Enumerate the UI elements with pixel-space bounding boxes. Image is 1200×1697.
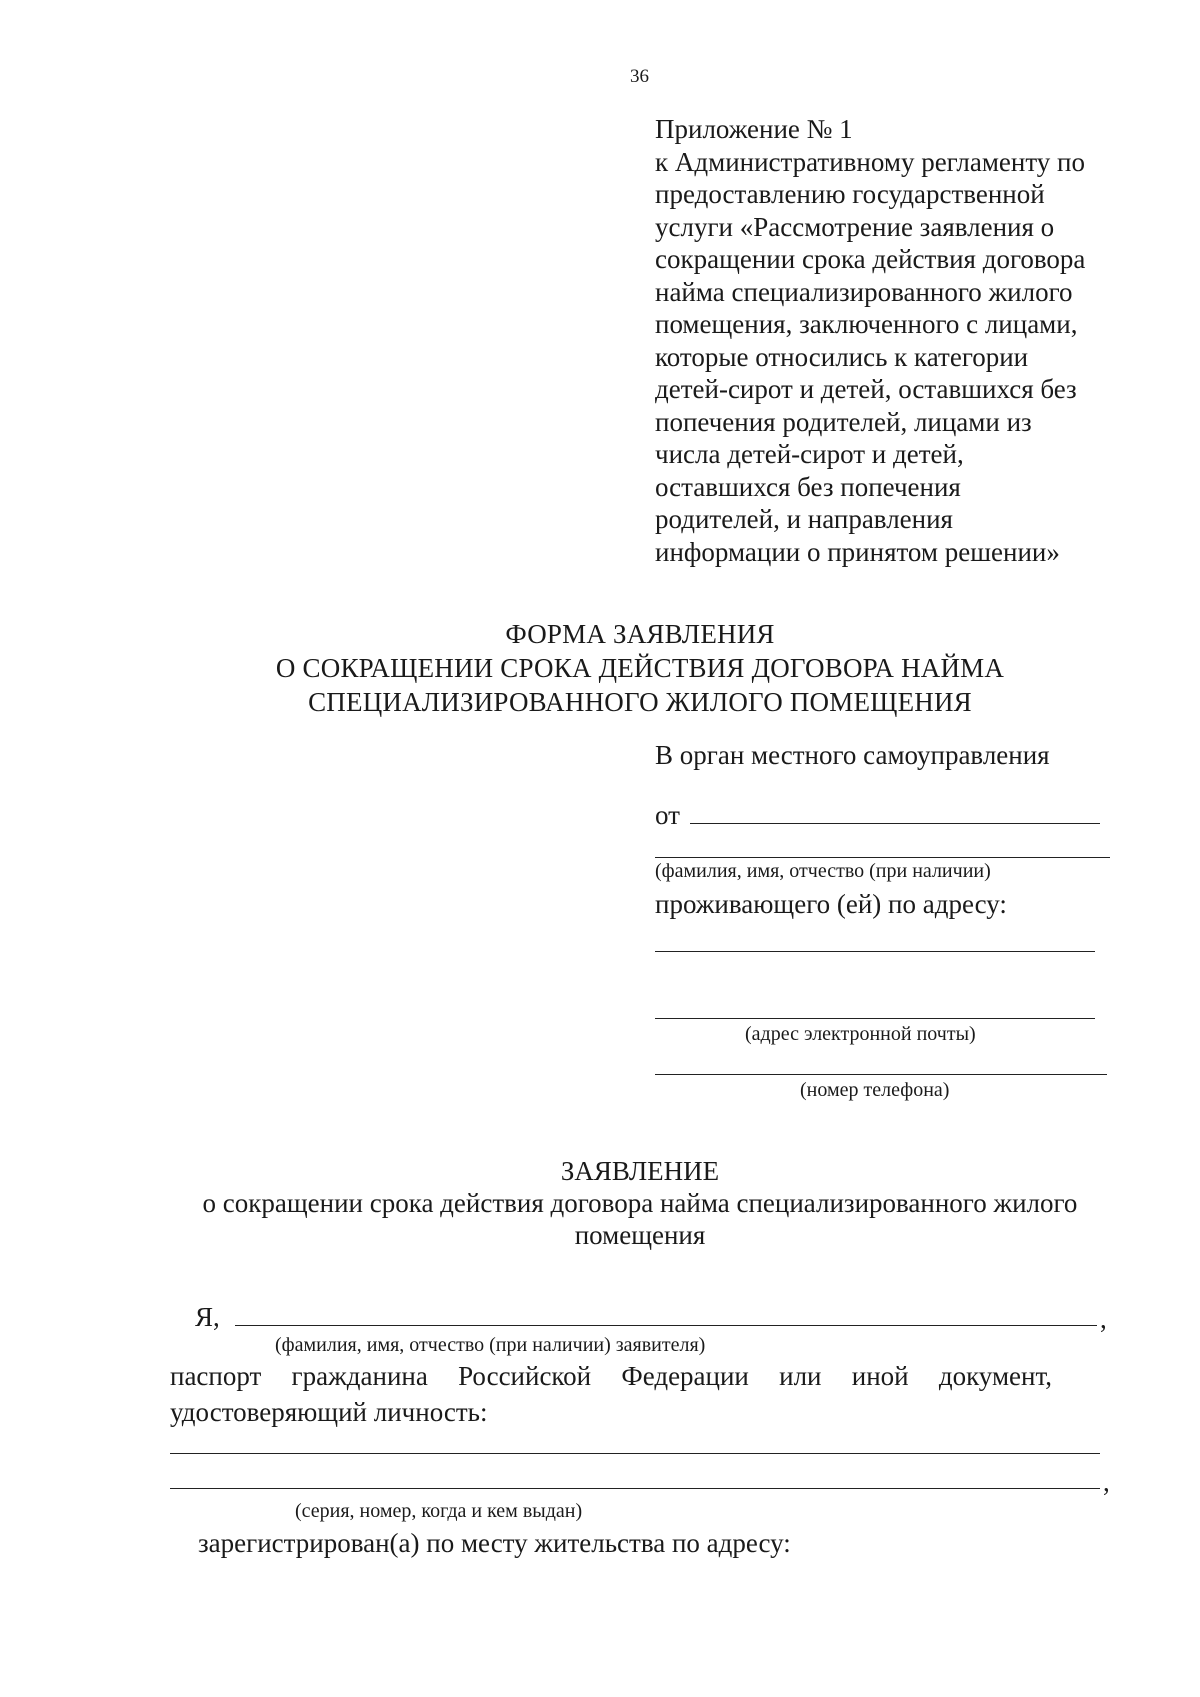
appendix-line: Приложение № 1 xyxy=(655,114,853,144)
passport-caption: (серия, номер, когда и кем выдан) xyxy=(295,1500,583,1522)
comma: , xyxy=(1100,1304,1107,1334)
statement-heading: ЗАЯВЛЕНИЕ xyxy=(560,1156,720,1186)
addressee-organ: В орган местного самоуправления xyxy=(655,740,1050,770)
form-title-line: СПЕЦИАЛИЗИРОВАННОГО ЖИЛОГО ПОМЕЩЕНИЯ xyxy=(308,687,972,717)
applicant-caption: (фамилия, имя, отчество (при наличии) заявителя) xyxy=(275,1334,706,1356)
appendix-line: информации о принятом решении» xyxy=(655,536,1060,567)
email-line[interactable] xyxy=(655,1018,1095,1019)
comma-2: , xyxy=(1103,1467,1110,1497)
page-number: 36 xyxy=(630,66,649,87)
appendix-line: попечения родителей, лицами из xyxy=(655,406,1032,437)
statement-subtitle-line: о сокращении срока действия договора найма специализированного жилого xyxy=(202,1188,1078,1218)
appendix-line: сокращении срока действия договора xyxy=(655,244,1086,274)
residing-label: проживающего (ей) по адресу: xyxy=(655,889,1007,919)
address-line[interactable] xyxy=(655,951,1095,952)
appendix-line: предоставлению государственной xyxy=(655,179,1045,209)
appendix-header xyxy=(655,113,1125,568)
appendix-line: которые относились к категории xyxy=(655,341,1029,372)
statement-title xyxy=(160,1155,1120,1251)
appendix-line: помещения, заключенного с лицами, xyxy=(655,309,1078,339)
appendix-line: услуги «Рассмотрение заявления о xyxy=(655,211,1055,242)
form-title-line: О СОКРАЩЕНИИ СРОКА ДЕЙСТВИЯ ДОГОВОРА НАЙМА xyxy=(275,653,1005,683)
from-name-line[interactable] xyxy=(690,823,1100,824)
phone-caption: (номер телефона) xyxy=(800,1079,950,1101)
applicant-name-line[interactable] xyxy=(235,1325,1097,1326)
appendix-line: найма специализированного жилого xyxy=(655,276,1073,307)
email-caption: (адрес электронной почты) xyxy=(745,1023,976,1045)
from-label: от xyxy=(655,800,680,830)
form-title-line: ФОРМА ЗАЯВЛЕНИЯ xyxy=(505,619,775,649)
phone-line[interactable] xyxy=(655,1074,1107,1075)
passport-text-2: удостоверяющий личность: xyxy=(170,1397,488,1427)
name-caption: (фамилия, имя, отчество (при наличии) xyxy=(655,860,991,882)
appendix-line: родителей, и направления xyxy=(655,504,953,534)
appendix-line: числа детей-сирот и детей, xyxy=(655,439,964,469)
appendix-line: детей-сирот и детей, оставшихся без xyxy=(655,374,1077,404)
statement-subtitle-line: помещения xyxy=(574,1220,706,1250)
i-label: Я, xyxy=(195,1302,220,1332)
appendix-line: оставшихся без попечения xyxy=(655,471,961,502)
form-title xyxy=(200,617,1080,719)
from-name-line-2[interactable] xyxy=(655,857,1110,858)
passport-line-1[interactable] xyxy=(170,1453,1100,1454)
appendix-line: к Административному регламенту по xyxy=(655,146,1086,177)
passport-text: паспорт гражданина Российской Федерации или иной документ, xyxy=(170,1361,1052,1391)
registered-label: зарегистрирован(а) по месту жительства по адресу: xyxy=(198,1528,791,1558)
passport-line-2[interactable] xyxy=(170,1488,1100,1489)
